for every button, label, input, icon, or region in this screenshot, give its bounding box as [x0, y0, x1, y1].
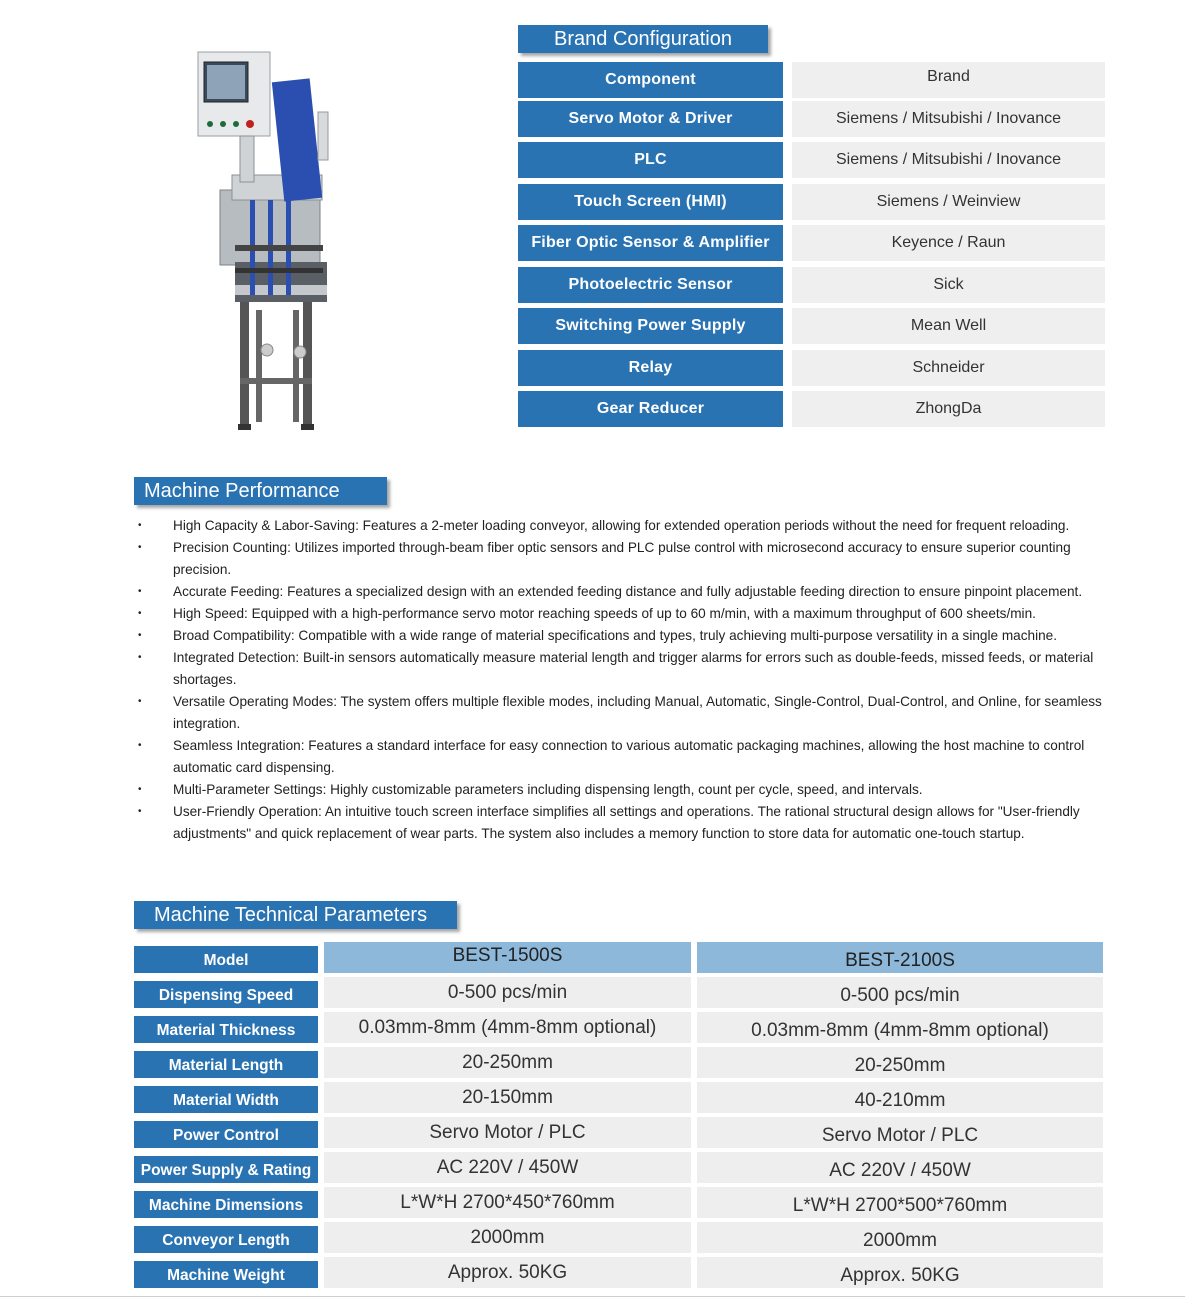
brand-row: [518, 391, 1105, 427]
bullet-icon: •: [138, 542, 142, 553]
brand-value: Schneider: [792, 350, 1105, 386]
component-label: Relay: [518, 350, 783, 386]
model-b-value: 40-210mm: [697, 1082, 1103, 1113]
component-label: Switching Power Supply: [518, 308, 783, 344]
bullet-icon: •: [138, 608, 142, 619]
table-row: [134, 977, 1104, 1008]
brand-configuration-title: Brand Configuration: [518, 25, 768, 53]
model-a-value: 0.03mm-8mm (4mm-8mm optional): [324, 1012, 691, 1043]
brand-row: [518, 184, 1105, 220]
list-item: • User-Friendly Operation: An intuitive touch screen interface simplifies all settings and operations. The rational structural design allows for "User-friendly adjustments" and quick replacement of wear parts. The system also includes a memory function to store data for automatic one-touch startup.: [134, 801, 1109, 845]
brand-row: [518, 225, 1105, 261]
bullet-icon: •: [138, 520, 142, 531]
list-item: • Broad Compatibility: Compatible with a wide range of material specifications and types, truly achieving multi-purpose versatility in a single machine.: [134, 625, 1109, 647]
model-b-value: L*W*H 2700*500*760mm: [697, 1187, 1103, 1218]
bullet-icon: •: [138, 740, 142, 751]
model-b-value: 0-500 pcs/min: [697, 977, 1103, 1008]
param-label: Machine Dimensions: [134, 1191, 318, 1218]
bottom-divider: [0, 1296, 1185, 1297]
list-item: • Precision Counting: Utilizes imported through-beam fiber optic sensors and PLC pulse control with microsecond accuracy to ensure superior counting precision.: [134, 537, 1109, 581]
table-row: [134, 1152, 1104, 1183]
bullet-icon: •: [138, 652, 142, 663]
model-b-value: 0.03mm-8mm (4mm-8mm optional): [697, 1012, 1103, 1043]
bullet-icon: •: [138, 806, 142, 817]
model-b-value: Approx. 50KG: [697, 1257, 1103, 1288]
brand-value: Keyence / Raun: [792, 225, 1105, 261]
component-label: Touch Screen (HMI): [518, 184, 783, 220]
brand-value: Siemens / Mitsubishi / Inovance: [792, 142, 1105, 178]
list-item: • Versatile Operating Modes: The system offers multiple flexible modes, including Manual, Automatic, Single-Control, Dual-Control, and Online, for seamless integration.: [134, 691, 1109, 735]
bullet-icon: •: [138, 630, 142, 641]
bullet-icon: •: [138, 586, 142, 597]
component-label: Component: [518, 62, 783, 98]
table-header-row: [134, 942, 1104, 973]
table-row: [134, 1117, 1104, 1148]
model-a-value: BEST-1500S: [324, 942, 691, 973]
table-row: [134, 1082, 1104, 1113]
brand-row: [518, 101, 1105, 137]
brand-row: [518, 350, 1105, 386]
param-label: Material Length: [134, 1051, 318, 1078]
model-a-value: 0-500 pcs/min: [324, 977, 691, 1008]
table-row: [134, 1012, 1104, 1043]
brand-value: ZhongDa: [792, 391, 1105, 427]
list-item: • Seamless Integration: Features a standard interface for easy connection to various automatic packaging machines, allowing the host machine to control automatic card dispensing.: [134, 735, 1109, 779]
brand-value: Siemens / Mitsubishi / Inovance: [792, 101, 1105, 137]
brand-row: [518, 62, 1105, 98]
model-b-value: 20-250mm: [697, 1047, 1103, 1078]
component-label: PLC: [518, 142, 783, 178]
list-item: • Integrated Detection: Built-in sensors automatically measure material length and trigger alarms for errors such as double-feeds, missed feeds, or material shortages.: [134, 647, 1109, 691]
component-label: Servo Motor & Driver: [518, 101, 783, 137]
param-label: Power Supply & Rating: [134, 1156, 318, 1183]
param-label: Material Thickness: [134, 1016, 318, 1043]
component-label: Fiber Optic Sensor & Amplifier: [518, 225, 783, 261]
model-b-value: BEST-2100S: [697, 942, 1103, 973]
list-item: • Accurate Feeding: Features a specialized design with an extended feeding distance and fully adjustable feeding direction to ensure pinpoint placement.: [134, 581, 1109, 603]
brand-row: [518, 142, 1105, 178]
model-a-value: AC 220V / 450W: [324, 1152, 691, 1183]
table-row: [134, 1222, 1104, 1253]
list-item: • High Speed: Equipped with a high-performance servo motor reaching speeds of up to 60 m/min, with a maximum throughput of 600 sheets/min.: [134, 603, 1109, 625]
bullet-icon: •: [138, 696, 142, 707]
param-label: Conveyor Length: [134, 1226, 318, 1253]
table-row: [134, 1187, 1104, 1218]
param-label: Material Width: [134, 1086, 318, 1113]
model-b-value: 2000mm: [697, 1222, 1103, 1253]
model-a-value: Servo Motor / PLC: [324, 1117, 691, 1148]
machine-performance-title: Machine Performance: [134, 477, 387, 505]
model-b-value: Servo Motor / PLC: [697, 1117, 1103, 1148]
brand-value: Brand: [792, 62, 1105, 98]
machine-image: [180, 40, 350, 440]
brand-value: Mean Well: [792, 308, 1105, 344]
list-item: • Multi-Parameter Settings: Highly customizable parameters including dispensing length, count per cycle, speed, and intervals.: [134, 779, 1109, 801]
param-label: Model: [134, 946, 318, 973]
model-a-value: 20-150mm: [324, 1082, 691, 1113]
param-label: Machine Weight: [134, 1261, 318, 1288]
brand-value: Sick: [792, 267, 1105, 303]
model-b-value: AC 220V / 450W: [697, 1152, 1103, 1183]
technical-parameters-title: Machine Technical Parameters: [134, 901, 457, 929]
component-label: Gear Reducer: [518, 391, 783, 427]
brand-value: Siemens / Weinview: [792, 184, 1105, 220]
model-a-value: 2000mm: [324, 1222, 691, 1253]
model-a-value: 20-250mm: [324, 1047, 691, 1078]
model-a-value: Approx. 50KG: [324, 1257, 691, 1288]
list-item: • High Capacity & Labor-Saving: Features a 2-meter loading conveyor, allowing for extended operation periods without the need for frequent reloading.: [134, 515, 1109, 537]
table-row: [134, 1047, 1104, 1078]
brand-row: [518, 267, 1105, 303]
param-label: Dispensing Speed: [134, 981, 318, 1008]
component-label: Photoelectric Sensor: [518, 267, 783, 303]
bullet-icon: •: [138, 784, 142, 795]
param-label: Power Control: [134, 1121, 318, 1148]
model-a-value: L*W*H 2700*450*760mm: [324, 1187, 691, 1218]
performance-list: [134, 515, 1109, 845]
brand-row: [518, 308, 1105, 344]
table-row: [134, 1257, 1104, 1288]
